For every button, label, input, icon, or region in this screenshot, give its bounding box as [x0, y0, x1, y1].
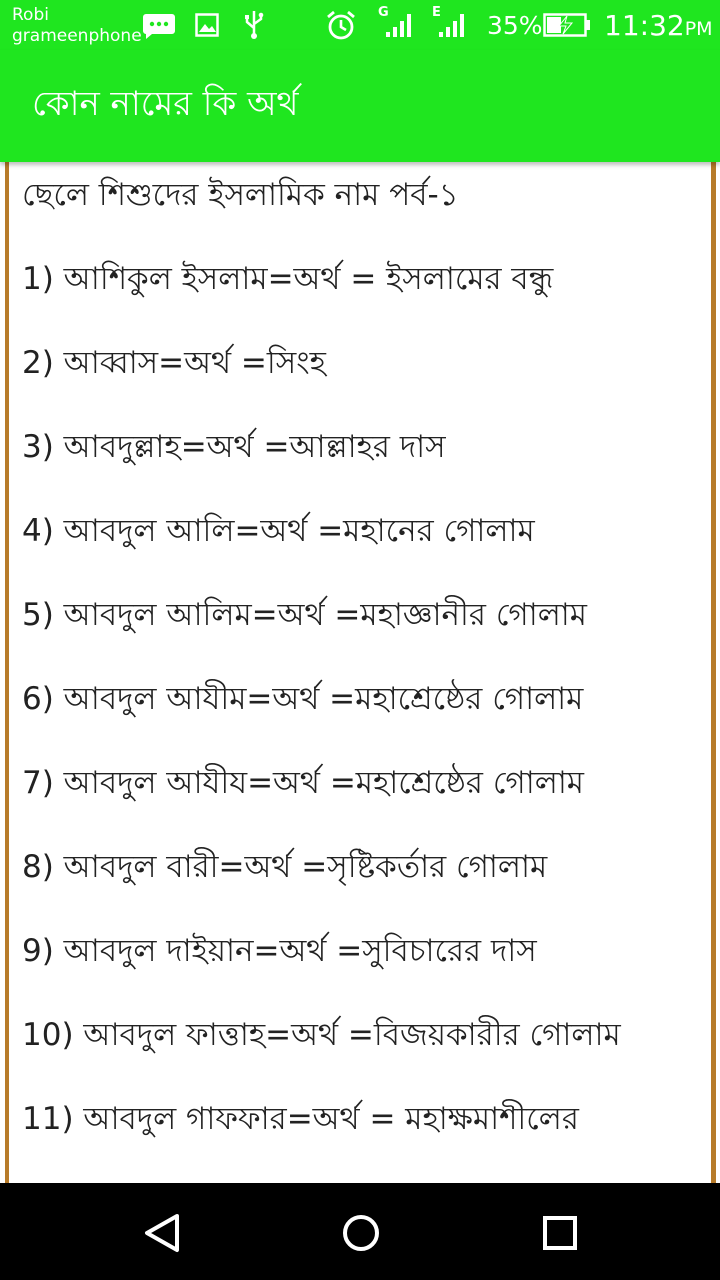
carrier-info	[12, 5, 142, 47]
home-icon[interactable]	[331, 1203, 391, 1263]
app-bar	[0, 50, 720, 162]
list-item: 6) আবদুল আযীম=অর্থ =মহাশ্রেষ্ঠের গোলাম	[22, 681, 584, 717]
list-item: 1) আশিকুল ইসলাম=অর্থ = ইসলামের বন্ধু	[22, 261, 554, 297]
content-border-right	[711, 162, 716, 1183]
names-list	[22, 174, 698, 1182]
recents-icon[interactable]	[530, 1203, 590, 1263]
list-item: 8) আবদুল বারী=অর্থ =সৃষ্টিকর্তার গোলাম	[22, 849, 548, 885]
signal-icon	[385, 12, 415, 38]
clock-ampm: PM	[684, 18, 713, 40]
list-item: 7) আবদুল আযীয=অর্থ =মহাশ্রেষ্ঠের গোলাম	[22, 765, 585, 801]
list-item: 10) আবদুল ফাত্তাহ=অর্থ =বিজয়কারীর গোলাম	[22, 1017, 621, 1053]
status-bar	[0, 0, 720, 50]
battery-percent: 35%	[487, 11, 543, 40]
content-border-left	[5, 162, 9, 1183]
battery-charging-icon	[543, 13, 591, 37]
signal-icon	[438, 12, 468, 38]
usb-icon	[243, 10, 265, 40]
list-item: 5) আবদুল আলিম=অর্থ =মহাজ্ঞানীর গোলাম	[22, 597, 588, 633]
carrier-name-2: grameenphone	[12, 26, 142, 46]
list-item: 2) আব্বাস=অর্থ =সিংহ	[22, 345, 326, 381]
network-type-1: G	[378, 5, 389, 20]
back-icon[interactable]	[131, 1203, 191, 1263]
navigation-bar	[0, 1183, 720, 1280]
network-type-2: E	[432, 5, 441, 20]
list-item: 11) আবদুল গাফফার=অর্থ = মহাক্ষমাশীলের	[22, 1101, 579, 1137]
content-scroll-area[interactable]	[0, 162, 720, 1183]
app-title: কোন নামের কি অর্থ	[32, 84, 299, 124]
chat-icon	[142, 12, 176, 40]
section-heading: ছেলে শিশুদের ইসলামিক নাম পর্ব-১	[22, 177, 459, 213]
clock-time: 11:32	[604, 9, 685, 42]
list-item: 9) আবদুল দাইয়ান=অর্থ =সুবিচারের দাস	[22, 933, 537, 969]
image-icon	[195, 13, 219, 37]
alarm-icon	[325, 9, 357, 41]
list-item: 3) আবদুল্লাহ=অর্থ =আল্লাহর দাস	[22, 429, 446, 465]
list-item: 4) আবদুল আলি=অর্থ =মহানের গোলাম	[22, 513, 535, 549]
carrier-name-1: Robi	[12, 5, 49, 25]
clock	[604, 9, 713, 46]
